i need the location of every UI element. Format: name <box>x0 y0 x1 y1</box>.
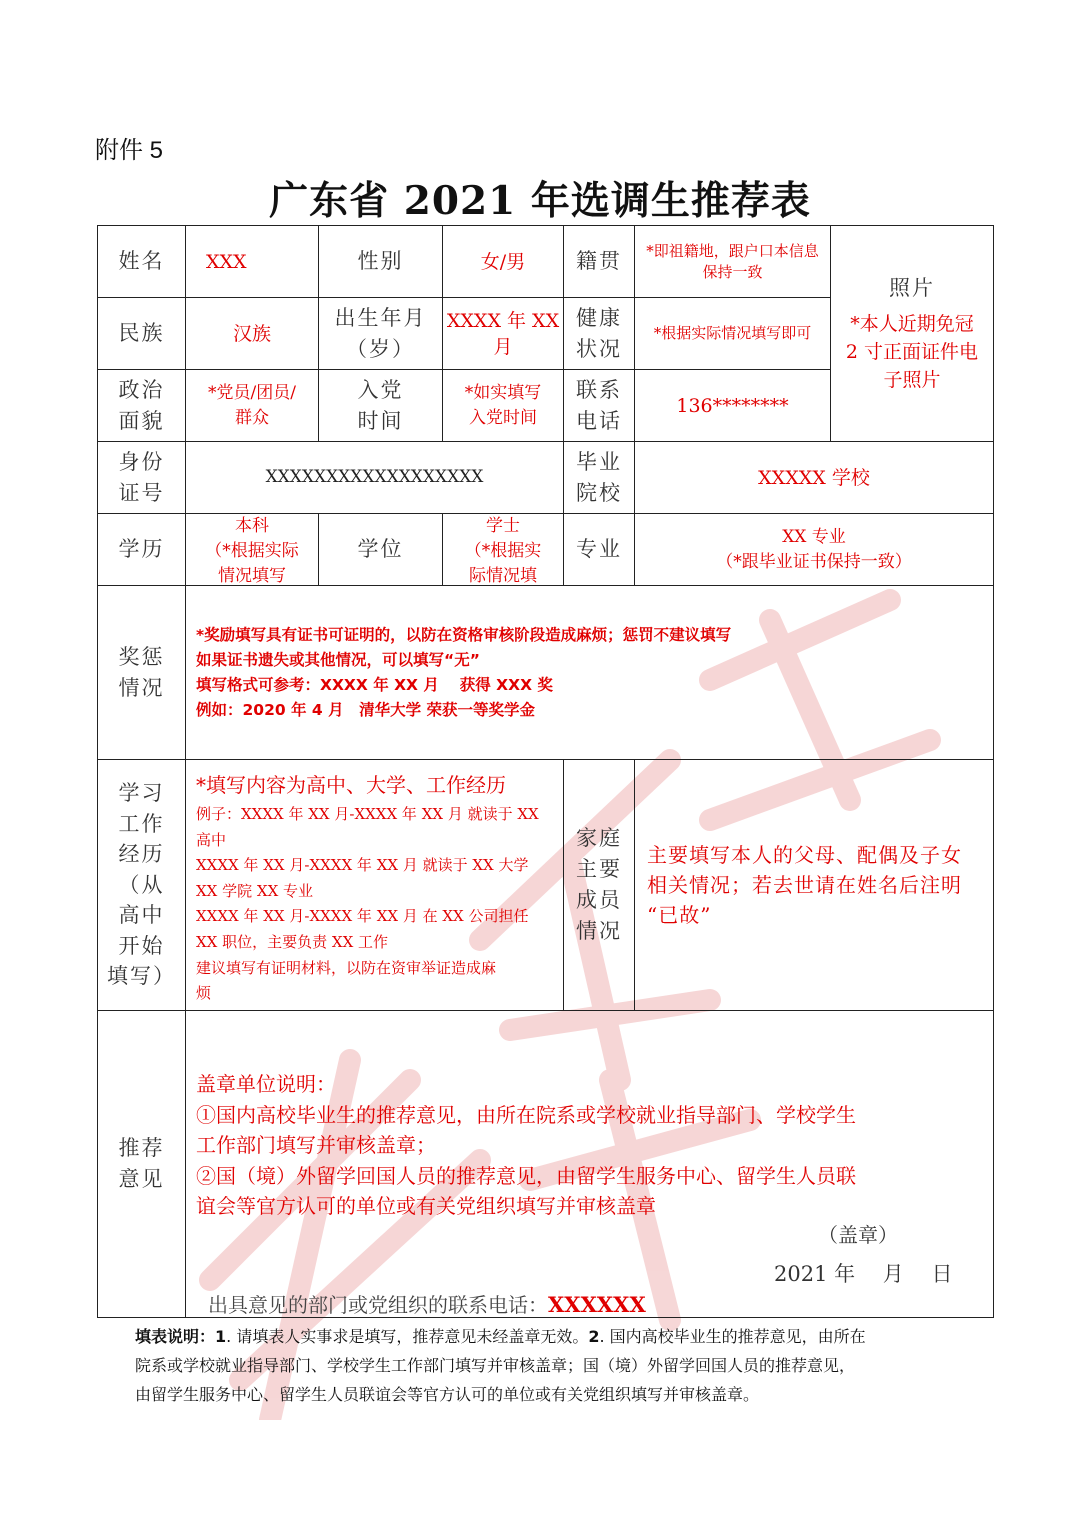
label-native-place: 籍贯 <box>563 225 635 298</box>
value-id-number[interactable]: XXXXXXXXXXXXXXXXXX <box>185 441 564 514</box>
photo-note <box>846 310 978 394</box>
value-education[interactable] <box>185 513 319 586</box>
photo-cell[interactable] <box>830 225 994 442</box>
footnote-line: . 请填表人实事求是填写，推荐意见未经盖章无效。 <box>226 1327 589 1346</box>
value-study-work[interactable] <box>185 759 564 1011</box>
label-study-work-line: （从 <box>118 872 165 897</box>
label-family-line: 成员 <box>576 888 622 912</box>
label-id-line: 身份 <box>118 449 165 474</box>
label-study-work-line: 高中 <box>118 903 165 928</box>
degree-line: 际情况填 <box>469 566 537 586</box>
political-line: *党员/团员/ <box>208 382 296 403</box>
rewards-line: 填写格式可参考：XXXX 年 XX 月 获得 XXX 奖 <box>196 675 553 694</box>
label-rewards-line: 情况 <box>118 675 165 700</box>
study-work-line: 烦 <box>196 984 212 1003</box>
label-health-line: 状况 <box>576 336 622 361</box>
study-work-line: 高中 <box>196 830 227 849</box>
photo-note-line: *本人近期免冠 <box>850 313 974 335</box>
label-party-join-line: 入党 <box>357 377 404 402</box>
label-health <box>563 297 635 370</box>
label-education: 学历 <box>97 513 186 586</box>
value-name[interactable]: XXX <box>185 225 319 298</box>
label-birth-line: （岁） <box>346 336 415 361</box>
label-political <box>97 369 186 442</box>
seal-label: （盖章） <box>818 1223 898 1247</box>
rewards-line: 例如：2020 年 4 月 清华大学 荣获一等奖学金 <box>196 700 536 719</box>
label-photo: 照片 <box>889 276 935 300</box>
recommend-line: ①国内高校毕业生的推荐意见，由所在院系或学校就业指导部门、学校学生 <box>196 1102 856 1127</box>
label-school-line: 毕业 <box>576 449 622 474</box>
label-study-work-line: 填写） <box>107 964 176 989</box>
label-recommend <box>97 1010 186 1318</box>
value-political[interactable] <box>185 369 319 442</box>
value-party-join[interactable] <box>442 369 564 442</box>
label-major: 专业 <box>563 513 635 586</box>
value-rewards[interactable] <box>185 585 994 760</box>
label-political-line: 政治 <box>118 377 165 402</box>
footnote <box>135 1322 995 1409</box>
value-school[interactable]: XXXXX 学校 <box>634 441 994 514</box>
value-gender[interactable]: 女/男 <box>442 225 564 298</box>
label-family-line: 家庭 <box>576 826 622 850</box>
major-line: XX 专业 <box>782 526 846 547</box>
footnote-lead: 填表说明：1 <box>135 1327 227 1346</box>
recommend-line: ②国（境）外留学回国人员的推荐意见，由留学生服务中心、留学生人员联 <box>196 1163 856 1188</box>
page-title: 广东省 2021 年选调生推荐表 <box>269 178 811 224</box>
education-line: （*根据实际 <box>205 541 299 561</box>
party-join-line: *如实填写 <box>464 382 542 403</box>
family-line: 主要填写本人的父母、配偶及子女 <box>647 843 962 867</box>
birth-line: 月 <box>493 335 513 358</box>
family-line: “已故” <box>647 903 712 927</box>
label-degree: 学位 <box>318 513 443 586</box>
rewards-line: *奖励填写具有证书可证明的，以防在资格审核阶段造成麻烦；惩罚不建议填写 <box>196 625 732 644</box>
recommend-line: 谊会等官方认可的单位或有关党组织填写并审核盖章 <box>196 1194 656 1218</box>
value-major[interactable] <box>634 513 994 586</box>
footnote-line: . 国内高校毕业生的推荐意见，由所在 <box>599 1327 866 1346</box>
label-phone-line: 电话 <box>576 408 622 433</box>
recommend-line: 盖章单位说明： <box>196 1072 336 1096</box>
footnote-line: 院系或学校就业指导部门、学校学生工作部门填写并审核盖章；国（境）外留学回国人员的推荐意见， <box>135 1356 856 1375</box>
birth-line: XXXX 年 XX <box>446 309 560 332</box>
label-health-line: 健康 <box>576 305 622 330</box>
footnote-line: 由留学生服务中心、留学生人员联谊会等官方认可的单位或有关党组织填写并审核盖章。 <box>135 1385 760 1404</box>
label-name: 姓名 <box>97 225 186 298</box>
label-study-work-line: 开始 <box>118 933 165 958</box>
label-study-work-line: 工作 <box>118 811 165 836</box>
label-political-line: 面貌 <box>118 408 165 433</box>
label-study-work-line: 学习 <box>118 781 165 806</box>
family-line: 相关情况；若去世请在姓名后注明 <box>647 873 962 897</box>
education-line: 情况填写 <box>218 566 286 586</box>
study-work-line: XXXX 年 XX 月-XXXX 年 XX 月 在 XX 公司担任 <box>196 907 529 926</box>
party-join-line: 入党时间 <box>469 407 537 428</box>
label-family-line: 情况 <box>576 919 622 943</box>
value-birth[interactable] <box>442 297 564 370</box>
study-work-head: *填写内容为高中、大学、工作经历 <box>196 773 506 797</box>
contact-line <box>208 1289 646 1318</box>
value-degree[interactable] <box>442 513 564 586</box>
photo-note-line: 子照片 <box>883 369 941 391</box>
label-ethnicity: 民族 <box>97 297 186 370</box>
political-line: 群众 <box>235 407 269 428</box>
label-id-number <box>97 441 186 514</box>
degree-line: （*根据实 <box>464 541 542 561</box>
study-work-line: XXXX 年 XX 月-XXXX 年 XX 月 就读于 XX 大学 <box>196 856 529 875</box>
attachment-label: 附件 5 <box>95 137 164 164</box>
photo-note-line: 2 寸正面证件电 <box>845 341 979 363</box>
label-birth-line: 出生年月 <box>334 305 427 330</box>
contact-label: 出具意见的部门或党组织的联系电话： <box>208 1293 548 1317</box>
label-phone <box>563 369 635 442</box>
study-work-line: XX 学院 XX 专业 <box>196 881 314 900</box>
date-line: 2021 年 月 日 <box>774 1262 953 1286</box>
study-work-line: 建议填写有证明材料，以防在资审举证造成麻 <box>196 958 497 977</box>
recommend-notes <box>196 1069 856 1222</box>
value-family[interactable] <box>634 759 994 1011</box>
label-party-join <box>318 369 443 442</box>
study-work-line: XX 职位，主要负责 XX 工作 <box>196 932 389 951</box>
label-school-line: 院校 <box>576 480 622 505</box>
label-party-join-line: 时间 <box>357 408 404 433</box>
label-family <box>563 759 635 1011</box>
label-recommend-line: 推荐 <box>118 1136 165 1160</box>
label-study-work <box>97 759 186 1011</box>
label-rewards-line: 奖惩 <box>118 644 165 669</box>
label-rewards <box>97 585 186 760</box>
native-place-line: *即祖籍地，跟户口本信息 <box>646 241 819 260</box>
study-work-body <box>196 802 539 1007</box>
contact-value[interactable]: XXXXXX <box>548 1292 646 1317</box>
footnote-num: 2 <box>588 1327 600 1346</box>
study-work-line: 例子：XXXX 年 XX 月-XXXX 年 XX 月 就读于 XX <box>196 805 539 823</box>
native-place-line: 保持一致 <box>702 262 763 281</box>
education-line: 本科 <box>235 516 269 536</box>
label-gender: 性别 <box>318 225 443 298</box>
value-native-place[interactable] <box>634 225 831 298</box>
rewards-line: 如果证书遗失或其他情况，可以填写“无” <box>196 650 480 669</box>
label-family-line: 主要 <box>576 857 622 881</box>
label-school <box>563 441 635 514</box>
degree-line: 学士 <box>486 516 520 536</box>
label-birth <box>318 297 443 370</box>
label-recommend-line: 意见 <box>118 1167 165 1191</box>
label-phone-line: 联系 <box>576 377 622 402</box>
label-id-line: 证号 <box>118 480 165 505</box>
label-study-work-line: 经历 <box>118 842 165 867</box>
value-recommend[interactable] <box>185 1010 994 1318</box>
major-line: （*跟毕业证书保持一致） <box>716 551 912 572</box>
value-ethnicity[interactable]: 汉族 <box>185 297 319 370</box>
recommend-line: 工作部门填写并审核盖章； <box>196 1133 436 1157</box>
value-health[interactable]: *根据实际情况填写即可 <box>634 297 831 370</box>
value-phone[interactable]: 136******** <box>634 369 831 442</box>
